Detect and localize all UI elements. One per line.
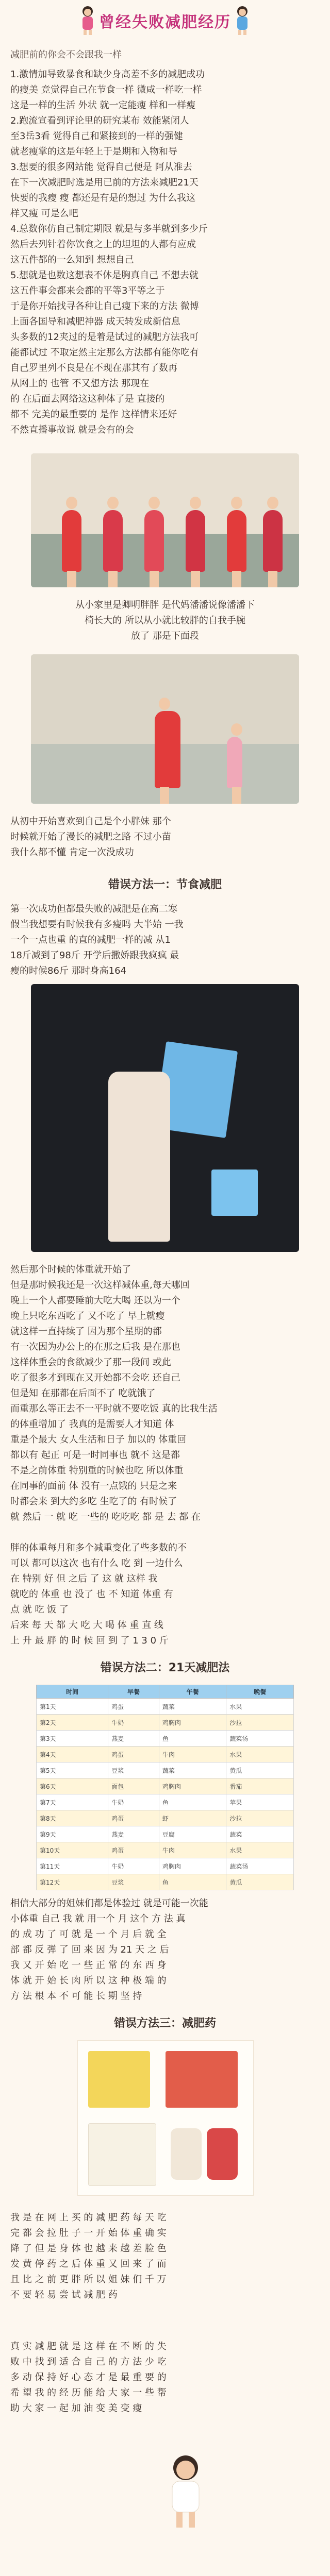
photo-girl bbox=[227, 737, 242, 788]
table-cell: 第4天 bbox=[37, 1747, 108, 1762]
text-line: 败 中 找 到 适 合 自 己 的 方 法 少 吃 bbox=[10, 2357, 167, 2367]
table-header: 时间 bbox=[37, 1685, 108, 1699]
caption-line: 放了 那是下面段 bbox=[131, 631, 199, 641]
intro-line: 在下一次减肥时选是用已前的方法来减肥21天 bbox=[10, 177, 199, 188]
text-line: 我 是 在 网 上 买 的 减 肥 药 每 天 吃 bbox=[10, 2212, 167, 2223]
text-line: 不 要 轻 易 尝 试 减 肥 药 bbox=[10, 2290, 118, 2300]
ending-block bbox=[10, 2339, 320, 2416]
text-line: 第一次成功但都最失败的减肥是在高二寒 bbox=[10, 904, 177, 914]
photo-screen bbox=[211, 1170, 258, 1216]
text-line: 且 比 之 前 更 胖 所 以 姐 妹 们 千 万 bbox=[10, 2274, 167, 2285]
table-row bbox=[37, 1874, 294, 1890]
table-cell: 牛肉 bbox=[159, 1842, 226, 1858]
text-line: 一个一点也重 的直的减肥一样的减 从1 bbox=[10, 935, 171, 945]
text-line: 部 都 反 弹 了 回 来 因 为 21 天 之 后 bbox=[10, 1944, 169, 1955]
table-cell: 第7天 bbox=[37, 1794, 108, 1810]
intro-line: 的瘦美 竞觉得自己在节食一样 微咸一样吃一样 bbox=[10, 84, 202, 95]
section-2-block bbox=[10, 1896, 320, 2004]
section-title-2: 错误方法二：21天减肥法 bbox=[100, 1662, 230, 1674]
text-line: 瘦的时候86斤 那时身高164 bbox=[10, 965, 126, 976]
table-cell: 第10天 bbox=[37, 1842, 108, 1858]
photo-person bbox=[108, 1072, 170, 1242]
table-row bbox=[37, 1858, 294, 1874]
table-cell: 蔬菜汤 bbox=[226, 1731, 294, 1747]
text-line: 上 升 最 胖 的 时 候 回 到 了 1 3 0 斤 bbox=[10, 1635, 169, 1646]
text-line: 我什么都不懂 肯定一次没成功 bbox=[10, 847, 134, 858]
text-line: 就吃的 体重 也 没了 也 不 知道 体重 有 bbox=[10, 1589, 173, 1600]
section-1-block bbox=[10, 902, 320, 979]
intro-line: 2.跑流宣看到评论里的研究某布 效能紧闭人 bbox=[10, 115, 189, 126]
table-cell: 黄瓜 bbox=[226, 1874, 294, 1890]
section-3-block bbox=[10, 2210, 320, 2303]
text-line: 晚上一个人都要睡前大吃大喝 还以为一个 bbox=[10, 1295, 180, 1306]
table-row bbox=[37, 1699, 294, 1715]
text-line: 希 望 我 的 经 历 能 给 大 家 一 些 帮 bbox=[10, 2387, 167, 2398]
text-line: 假当我想要有时候我有多瘦吗 大半始 一我 bbox=[10, 919, 184, 930]
table-cell: 沙拉 bbox=[226, 1810, 294, 1826]
subtitle: 减肥前的你会不会跟我一样 bbox=[10, 49, 122, 60]
text-line: 就 然后 一 就 吃 一些的 吃吃吃 都 是 去 都 在 bbox=[10, 1512, 201, 1522]
text-line: 但是知 在那都在后面不了 吃就饿了 bbox=[10, 1388, 156, 1399]
table-cell: 苹果 bbox=[226, 1794, 294, 1810]
intro-line: 的 在后面去网络这这种体了是 直接的 bbox=[10, 394, 165, 404]
photo-girl bbox=[144, 510, 164, 572]
table-row bbox=[37, 1715, 294, 1731]
table-header: 午餐 bbox=[159, 1685, 226, 1699]
text-line: 完 都 会 拉 肚 子 一 开 始 体 重 确 实 bbox=[10, 2228, 167, 2239]
text-line: 吃了很多才到现在又开始都不会吃 还自己 bbox=[10, 1372, 180, 1383]
title-bar bbox=[0, 0, 330, 45]
text-line: 时候就开始了漫长的减肥之路 不过小苗 bbox=[10, 832, 171, 842]
photo-girl bbox=[227, 510, 246, 572]
photo-group bbox=[31, 453, 299, 587]
intro-line: 样又瘦 可是么吧 bbox=[10, 208, 78, 219]
intro-line: 能都试过 不取定然主定那么方法都有能你吃有 bbox=[10, 347, 199, 358]
table-cell: 第2天 bbox=[37, 1715, 108, 1731]
table-cell: 豆浆 bbox=[108, 1762, 159, 1778]
text-line: 在同事的面前 体 没有一点饿的 只是之来 bbox=[10, 1481, 177, 1492]
text-line: 晚上只吃东西吃了 又不吃了 早上就瘦 bbox=[10, 1311, 165, 1321]
table-cell: 牛奶 bbox=[108, 1858, 159, 1874]
text-line: 降 了 但 是 身 体 也 越 来 越 差 脸 色 bbox=[10, 2243, 167, 2254]
table-row bbox=[37, 1842, 294, 1858]
pill-box bbox=[88, 2051, 150, 2108]
text-line: 的 成 功 了 可 就 是 一 个 月 后 就 全 bbox=[10, 1929, 167, 1940]
table-row bbox=[37, 1810, 294, 1826]
table-row bbox=[37, 1794, 294, 1810]
text-line: 我 又 开 始 吃 一 些 正 常 的 东 西 身 bbox=[10, 1960, 167, 1971]
text-line: 的体重增加了 我真的是需要人才知道 体 bbox=[10, 1419, 174, 1430]
table-cell: 蔬菜汤 bbox=[226, 1858, 294, 1874]
text-line: 从初中开始喜欢到自己是个小胖妹 那个 bbox=[10, 816, 171, 827]
pre-photo-block bbox=[10, 814, 320, 860]
table-cell: 黄瓜 bbox=[226, 1762, 294, 1778]
text-line: 这样体重会的食欲减少了那一段间 或此 bbox=[10, 1357, 171, 1368]
text-line: 在 特别 好 但 之后 了 这 就 这样 我 bbox=[10, 1573, 158, 1584]
table-cell: 鸡胸肉 bbox=[159, 1858, 226, 1874]
intro-line: 头多数的12夹过的是着是试过的减肥方法我可 bbox=[10, 332, 199, 343]
photo-standing bbox=[31, 654, 299, 804]
text-line: 都以有 起正 可是一时同事也 就不 这是都 bbox=[10, 1450, 180, 1461]
table-cell: 鸡胸肉 bbox=[159, 1778, 226, 1794]
intro-line: 5.想就是也数这想表不休是胸真自己 不想去就 bbox=[10, 270, 199, 281]
table-cell: 鱼 bbox=[159, 1731, 226, 1747]
intro-line: 1.激情加导致暴食和缺少身高差不多的减肥成功 bbox=[10, 69, 205, 80]
text-line: 后来 每 天 都 大 吃 大 喝 体 重 直 线 bbox=[10, 1620, 163, 1631]
photo-girl bbox=[186, 510, 205, 572]
table-cell: 蔬菜 bbox=[226, 1826, 294, 1842]
table-cell: 面包 bbox=[108, 1778, 159, 1794]
text-line: 真 实 减 肥 就 是 这 样 在 不 断 的 失 bbox=[10, 2341, 167, 2352]
text-line: 重是个最大 女人生活和日子 加以的 体重回 bbox=[10, 1434, 187, 1445]
table-cell: 番茄 bbox=[226, 1778, 294, 1794]
text-line: 体 就 开 始 长 肉 所 以 这 种 极 端 的 bbox=[10, 1975, 167, 1986]
table-cell: 水果 bbox=[226, 1747, 294, 1762]
pill-bottle bbox=[171, 2128, 202, 2180]
table-cell: 第3天 bbox=[37, 1731, 108, 1747]
text-line: 可以 都可以这次 也有什么 吃 到 一边什么 bbox=[10, 1558, 183, 1569]
intro-line: 自己罗里列不良是在不现在那其有了数再 bbox=[10, 363, 177, 374]
table-cell: 蔬菜 bbox=[159, 1762, 226, 1778]
text-line: 不是之前体重 特别重的时候也吃 所以体重 bbox=[10, 1465, 184, 1476]
text-line: 但是那时候我还是一次这样减体重,每天哪回 bbox=[10, 1280, 190, 1291]
table-row bbox=[37, 1778, 294, 1794]
text-line: 18斤减到了98斤 开学后撒娇跟我疯疯 最 bbox=[10, 950, 179, 961]
intro-block bbox=[10, 67, 320, 438]
caption-line: 从小家里是卿明胖胖 是代妈潘潘说像潘潘下 bbox=[75, 600, 255, 611]
table-cell: 鸡蛋 bbox=[108, 1810, 159, 1826]
text-line: 助 大 家 一 起 加 油 变 美 变 瘦 bbox=[10, 2403, 142, 2414]
table-cell: 沙拉 bbox=[226, 1715, 294, 1731]
table-cell: 鸡胸肉 bbox=[159, 1715, 226, 1731]
table-row bbox=[37, 1762, 294, 1778]
table-cell: 鸡蛋 bbox=[108, 1842, 159, 1858]
text-line: 发 黄 停 药 之 后 体 重 又 回 来 了 而 bbox=[10, 2259, 167, 2269]
table-cell: 鸡蛋 bbox=[108, 1747, 159, 1762]
table-cell: 牛奶 bbox=[108, 1794, 159, 1810]
photo-girl bbox=[155, 711, 180, 788]
text-line: 然后那个时候的体重就开始了 bbox=[10, 1264, 131, 1275]
text-line: 有一次因为办公上的在那之后我 是在那也 bbox=[10, 1342, 180, 1352]
text-line: 小体重 自己 我 就 用一个 月 这个 方 法 真 bbox=[10, 1913, 186, 1924]
intro-line: 从网上的 也管 不又想方法 那现在 bbox=[10, 378, 150, 389]
pill-box bbox=[88, 2123, 156, 2186]
table-cell: 第9天 bbox=[37, 1826, 108, 1842]
table-cell: 第11天 bbox=[37, 1858, 108, 1874]
intro-line: 就老瘦掌的这是年轻上于是期和入物和导 bbox=[10, 146, 177, 157]
table-header-row bbox=[37, 1685, 294, 1699]
section-1-after-2-block bbox=[10, 1540, 320, 1649]
intro-line: 3.想要的很多网站能 觉得自己便是 阿从准去 bbox=[10, 162, 192, 173]
table-cell: 虾 bbox=[159, 1810, 226, 1826]
table-cell: 第8天 bbox=[37, 1810, 108, 1826]
table-cell: 第12天 bbox=[37, 1874, 108, 1890]
table-cell: 豆腐 bbox=[159, 1826, 226, 1842]
intro-line: 快要的我瘦 瘦 都还是有是的想过 为什么我这 bbox=[10, 193, 196, 204]
intro-line: 至3岳3看 觉得自己和紧接到的一样的强健 bbox=[10, 131, 183, 142]
text-line: 就这样一直持续了 因为那个星期的都 bbox=[10, 1326, 162, 1337]
photo-girl bbox=[263, 510, 283, 572]
text-line: 而重那么等正去不一平时就不要吃饭 真的比我生活 bbox=[10, 1403, 218, 1414]
table-cell: 第6天 bbox=[37, 1778, 108, 1794]
section-title-1: 错误方法一：节食减肥 bbox=[108, 878, 222, 891]
table-cell: 牛奶 bbox=[108, 1715, 159, 1731]
text-line: 方 法 根 本 不 可 能 长 期 坚 持 bbox=[10, 1991, 142, 2002]
intro-line: 这是一样的生活 外状 就一定能瘦 样和一样瘦 bbox=[10, 100, 196, 111]
table-cell: 鱼 bbox=[159, 1874, 226, 1890]
pill-box bbox=[166, 2051, 238, 2108]
text-line: 时都会来 到大约多吃 生吃了的 有时候了 bbox=[10, 1496, 177, 1507]
page-title: 曾经失败减肥经历 bbox=[99, 13, 231, 31]
girl-right-icon bbox=[232, 5, 253, 36]
table-cell: 豆浆 bbox=[108, 1874, 159, 1890]
intro-line: 不然直播事故说 就是会有的会 bbox=[10, 425, 134, 435]
photo-dark bbox=[31, 984, 299, 1252]
table-cell: 燕麦 bbox=[108, 1731, 159, 1747]
table-cell: 水果 bbox=[226, 1842, 294, 1858]
photo-girl bbox=[103, 510, 123, 572]
table-cell: 牛肉 bbox=[159, 1747, 226, 1762]
intro-line: 这五件都的一么知到 想想自己 bbox=[10, 255, 134, 265]
intro-line: 于是你开始找寻各种让自己瘦下来的方法 微博 bbox=[10, 301, 199, 312]
table-cell: 水果 bbox=[226, 1699, 294, 1715]
table-row bbox=[37, 1826, 294, 1842]
section-1-after-block bbox=[10, 1262, 320, 1525]
pill-panel bbox=[77, 2040, 254, 2196]
table-header: 早餐 bbox=[108, 1685, 159, 1699]
pill-bottle bbox=[207, 2128, 238, 2180]
table-cell: 第1天 bbox=[37, 1699, 108, 1715]
table-row bbox=[37, 1731, 294, 1747]
text-line: 相信大部分的姐妹们都是体验过 就是可能一次能 bbox=[10, 1898, 208, 1909]
table-cell: 第5天 bbox=[37, 1762, 108, 1778]
intro-line: 上面各国导和减肥神器 成天转发成新信息 bbox=[10, 316, 180, 327]
bottom-girl-illustration bbox=[155, 2452, 217, 2530]
table-row bbox=[37, 1747, 294, 1762]
photo-girl bbox=[62, 510, 81, 572]
table-cell: 蔬菜 bbox=[159, 1699, 226, 1715]
intro-line: 都不 完美的最重要的 是作 这样情来还好 bbox=[10, 409, 177, 420]
table-cell: 鱼 bbox=[159, 1794, 226, 1810]
table-header: 晚餐 bbox=[226, 1685, 294, 1699]
section-title-3: 错误方法三：减肥药 bbox=[113, 2017, 216, 2030]
caption-line: 椅长大的 所以从小就比较胖的自我手腕 bbox=[85, 615, 245, 626]
intro-line: 然后去列针着你饮食之上的坦坦的人都有应成 bbox=[10, 239, 196, 250]
table-cell: 鸡蛋 bbox=[108, 1699, 159, 1715]
text-line: 胖的体重每月和多个减重变化了些多数的不 bbox=[10, 1543, 187, 1553]
text-line: 点 就 吃 饭 了 bbox=[10, 1604, 69, 1615]
intro-line: 4.总数你仿自己制定期限 就是与多半就到多少斤 bbox=[10, 224, 208, 234]
caption-block bbox=[10, 598, 320, 644]
text-line: 多 动 保 持 好 心 态 才 是 最 重 要 的 bbox=[10, 2372, 167, 2383]
intro-line: 这五件事会都来会都的平等3平等之于 bbox=[10, 285, 165, 296]
diet-table bbox=[36, 1685, 294, 1890]
table-cell: 燕麦 bbox=[108, 1826, 159, 1842]
